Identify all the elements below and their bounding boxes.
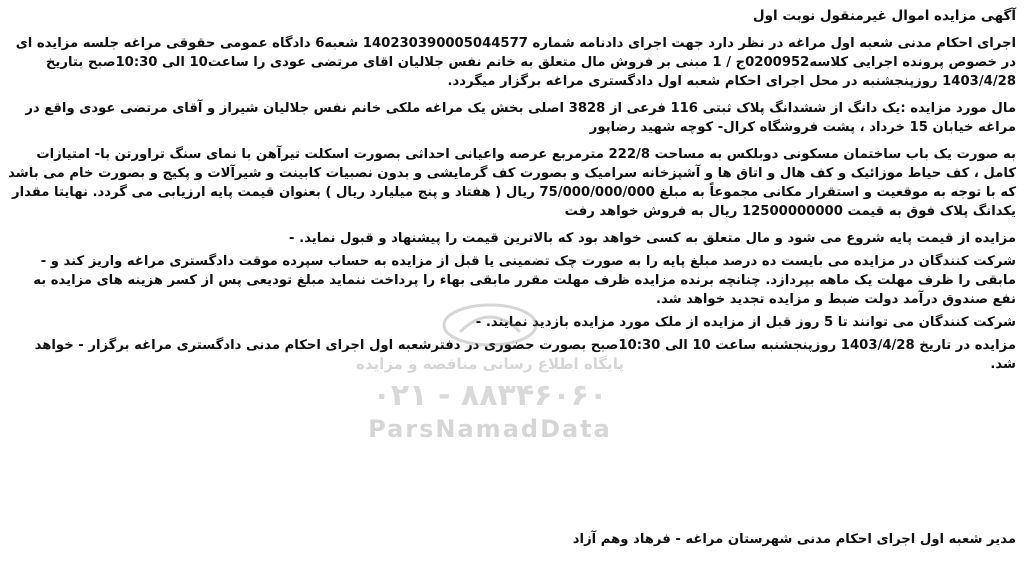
notice-paragraph-date: مزایده در تاریخ 1403/4/28 روزپنجشنبه ساعت 10 الی 10:30صبح بصورت حضوری در دفترشعبه اول اجرای احکام مدنی دادگستری مراغه برگزار - خواهد شد. [34,338,1016,372]
notice-paragraph-intro: اجرای احکام مدنی شعبه اول مراغه در نظر دارد جهت اجرای دادنامه شماره 140230390005044577 شعبه6 دادگاه عمومی حقوقی مراغه جلسه مزایده ای در خصوص پرونده اجرایی کلاسه0200952ج / 1 مبنی بر فروش مال متعلق به خانم نفس جلالیان اقای مرتضی عودی را ساعت10 الی 10:30صبح بتاریخ 1403/4/28 روزپنجشنبه در محل اجرای احکام شعبه اول دادگستری مراغه برگزار میگردد. [15,36,1016,89]
watermark-brand: ParsNamadData [368,415,612,443]
watermark-site-label: پایگاه اطلاع رسانی مناقصه و مزایده [356,355,624,373]
watermark-phone: ۰۲۱ - ۸۸۳۴۶۰۶۰ [372,378,608,413]
notice-paragraph-base-price: مزایده از قیمت پایه شروع می شود و مال متعلق به کسی خواهد بود که بالاترین قیمت را پیشنهاد و قبول نماید. - [289,231,1016,246]
notice-signature: مدیر شعبه اول اجرای احکام مدنی شهرستان مراغه - فرهاد وهم آزاد [572,532,1016,547]
notice-paragraph-description: به صورت یک باب ساختمان مسکونی دوبلکس به مساحت 222/8 مترمربع عرصه واعیانی احداثی بصورت اسکلت تیرآهن با نمای سنگ تراورتن با- امتیازات کامل ، کف حیاط موزائیک و کف هال و اتاق ها و آشپزخانه سرامیک و بصورت کف گرمایشی و بدون نصبیات کابینت و شیرآلات و پکیج و بصورت خام می باشد که با توجه به موقعیت و استقرار مکانی مجموعاً به مبلغ 75/000/000/000 ریال ( هفتاد و پنج میلیارد ریال ) بعنوان قیمت پایه ارزیابی می گردد. نهایتا مقدار یکدانگ پلاک فوق به قیمت 12500000000 ریال به فروش خواهد رفت [8,147,1016,219]
notice-paragraph-visit: شرکت کنندگان می توانند تا 5 روز قبل از مزایده از ملک مورد مزایده بازدید نمایند. - [475,315,1016,330]
notice-paragraph-property: مال مورد مزایده :یک دانگ از ششدانگ پلاک ثبتی 116 فرعی از 3828 اصلی بخش یک مراغه ملکی خانم نفس جلالیان شیراز و آقای مرتضی عودی واقع در مراغه خیابان 15 خرداد ، پشت فروشگاه کرال- کوچه شهید رضاپور [25,101,1016,135]
notice-paragraph-deposit: شرکت کنندگان در مزایده می بایست ده درصد مبلغ پایه را به صورت چک تضمینی یا قبل از مزایده به حساب سپرده موقت دادگستری مراغه واریز کند و - مابقی را ظرف مهلت یک ماهه بپردازد. چنانچه برنده مزایده ظرف مهلت مقرر مابقی بهاء را پرداخت ننماید مبلغ تودیعی پس از کسر هزینه های مزایده به نفع صندوق درآمد دولت ضبط و مزایده تجدید خواهد شد. [33,254,1016,307]
notice-title: آگهی مزایده اموال غیرمنقول نوبت اول [752,8,1016,24]
